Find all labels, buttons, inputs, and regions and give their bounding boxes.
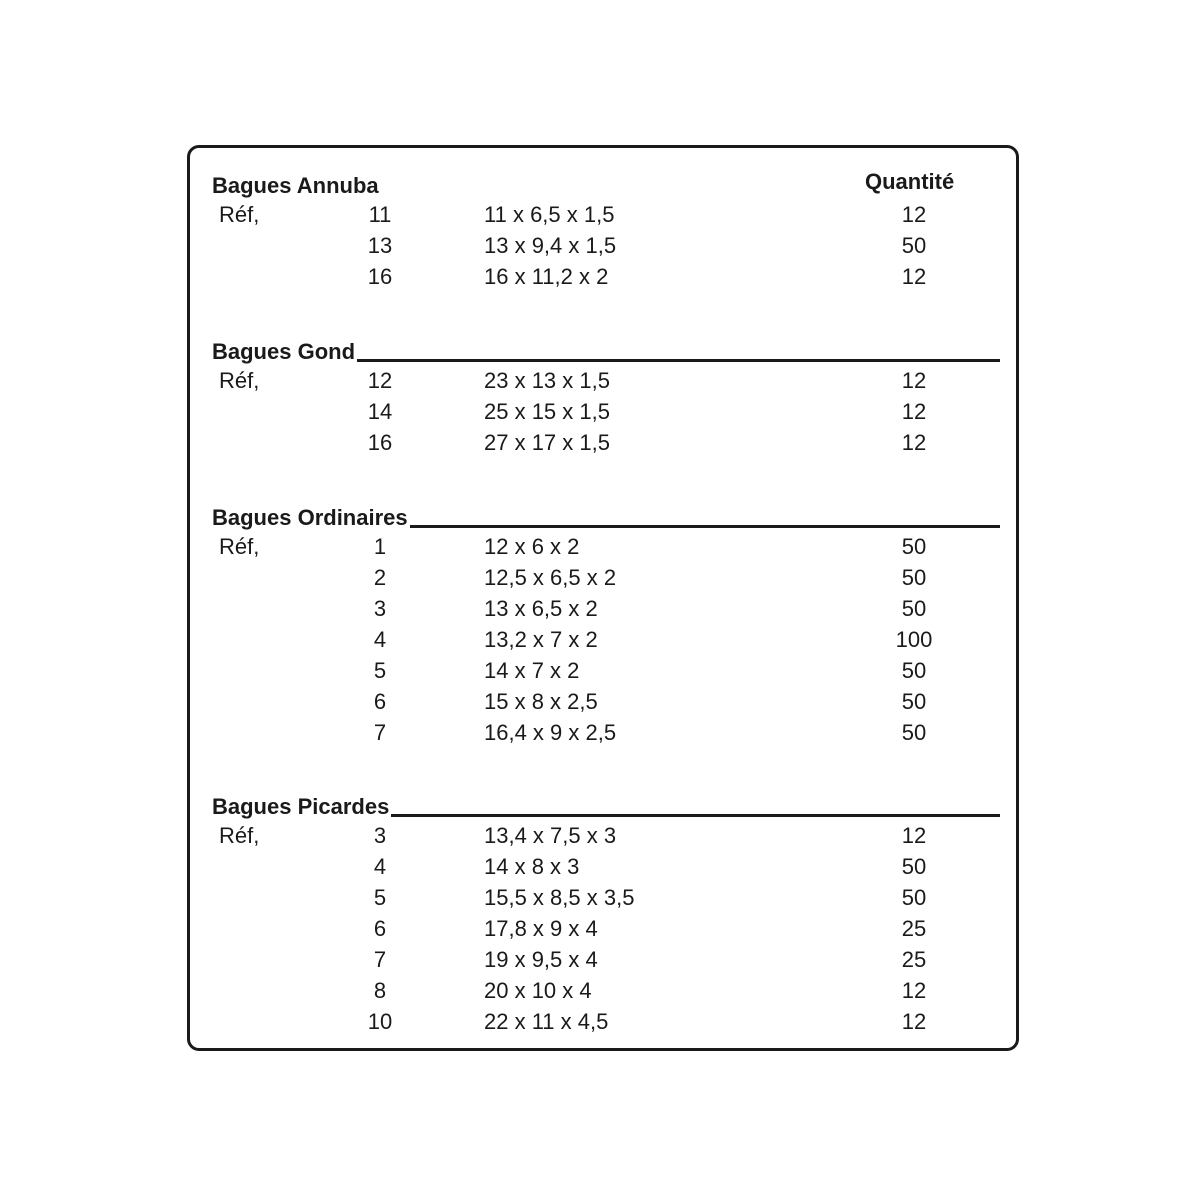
quantity: 50 [901, 233, 927, 258]
ref-number: 5 [373, 885, 387, 910]
quantity: 50 [901, 720, 927, 745]
quantity: 12 [901, 823, 927, 848]
dimensions: 12,5 x 6,5 x 2 [484, 565, 617, 590]
ring-size-table [187, 145, 1019, 1051]
ref-number: 3 [373, 823, 387, 848]
section-heading-row [212, 501, 1000, 531]
dimensions: 20 x 10 x 4 [484, 978, 592, 1003]
quantity: 12 [901, 430, 927, 455]
ref-number: 13 [367, 233, 393, 258]
quantity: 50 [901, 565, 927, 590]
quantity: 25 [901, 916, 927, 941]
ref-number: 4 [373, 854, 387, 879]
table-row [190, 820, 1016, 851]
ref-number: 16 [367, 430, 393, 455]
dimensions: 27 x 17 x 1,5 [484, 430, 610, 455]
dimensions: 23 x 13 x 1,5 [484, 368, 610, 393]
dimensions: 15,5 x 8,5 x 3,5 [484, 885, 635, 910]
table-row [190, 913, 1016, 944]
dimensions: 15 x 8 x 2,5 [484, 689, 598, 714]
dimensions: 16 x 11,2 x 2 [484, 264, 609, 289]
dimensions: 11 x 6,5 x 1,5 [484, 202, 615, 227]
section-heading-row [212, 335, 1000, 365]
table-row [190, 199, 1016, 230]
quantity: 50 [901, 596, 927, 621]
dimensions: 22 x 11 x 4,5 [484, 1009, 609, 1034]
ref-number: 14 [367, 399, 393, 424]
table-row [190, 717, 1016, 748]
quantity: 12 [901, 978, 927, 1003]
dimensions: 14 x 8 x 3 [484, 854, 580, 879]
quantity: 50 [901, 854, 927, 879]
ref-number: 6 [373, 916, 387, 941]
ref-label: Réf, [219, 534, 260, 559]
dimensions: 19 x 9,5 x 4 [484, 947, 598, 972]
ref-number: 7 [373, 947, 387, 972]
dimensions: 25 x 15 x 1,5 [484, 399, 610, 424]
quantity: 100 [895, 627, 933, 652]
table-row [190, 593, 1016, 624]
ref-label: Réf, [219, 368, 260, 393]
table-row [190, 882, 1016, 913]
table-row [190, 686, 1016, 717]
dimensions: 13,4 x 7,5 x 3 [484, 823, 617, 848]
section-heading-row [212, 790, 1000, 820]
ref-number: 11 [368, 202, 392, 227]
table-row [190, 1006, 1016, 1037]
table-row [190, 261, 1016, 292]
quantity: 12 [901, 399, 927, 424]
ref-number: 12 [367, 368, 393, 393]
table-row [190, 975, 1016, 1006]
dimensions: 14 x 7 x 2 [484, 658, 580, 683]
ref-number: 16 [367, 264, 393, 289]
ref-label: Réf, [219, 823, 260, 848]
ref-number: 5 [373, 658, 387, 683]
ref-number: 3 [373, 596, 387, 621]
quantity: 12 [901, 202, 927, 227]
dimensions: 13 x 6,5 x 2 [484, 596, 598, 621]
table-row [190, 230, 1016, 261]
dimensions: 16,4 x 9 x 2,5 [484, 720, 617, 745]
table-row [190, 944, 1016, 975]
section-title: Bagues Annuba [212, 173, 379, 198]
table-row [190, 655, 1016, 686]
ref-number: 8 [373, 978, 387, 1003]
section-title: Bagues Ordinaires [212, 505, 408, 530]
quantity: 12 [901, 264, 927, 289]
quantity: 25 [901, 947, 927, 972]
section-title: Bagues Gond [212, 339, 356, 364]
table-row [190, 531, 1016, 562]
ref-number: 1 [373, 534, 387, 559]
section-divider [357, 359, 1000, 362]
ref-number: 10 [367, 1009, 393, 1034]
quantity-header: Quantité [865, 169, 955, 194]
quantity: 50 [901, 534, 927, 559]
quantity: 50 [901, 689, 927, 714]
quantity: 50 [901, 658, 927, 683]
table-row [190, 562, 1016, 593]
section-title: Bagues Picardes [212, 794, 390, 819]
ref-label: Réf, [219, 202, 260, 227]
ref-number: 7 [373, 720, 387, 745]
dimensions: 13,2 x 7 x 2 [484, 627, 598, 652]
section-divider [391, 814, 1000, 817]
ref-number: 6 [373, 689, 387, 714]
dimensions: 13 x 9,4 x 1,5 [484, 233, 617, 258]
table-row [190, 851, 1016, 882]
dimensions: 17,8 x 9 x 4 [484, 916, 598, 941]
ref-number: 4 [373, 627, 387, 652]
table-row [190, 427, 1016, 458]
quantity: 12 [901, 368, 927, 393]
table-row [190, 396, 1016, 427]
dimensions: 12 x 6 x 2 [484, 534, 580, 559]
table-row [190, 365, 1016, 396]
quantity: 50 [901, 885, 927, 910]
ref-number: 2 [373, 565, 387, 590]
quantity: 12 [901, 1009, 927, 1034]
table-row [190, 624, 1016, 655]
section-divider [410, 525, 1000, 528]
